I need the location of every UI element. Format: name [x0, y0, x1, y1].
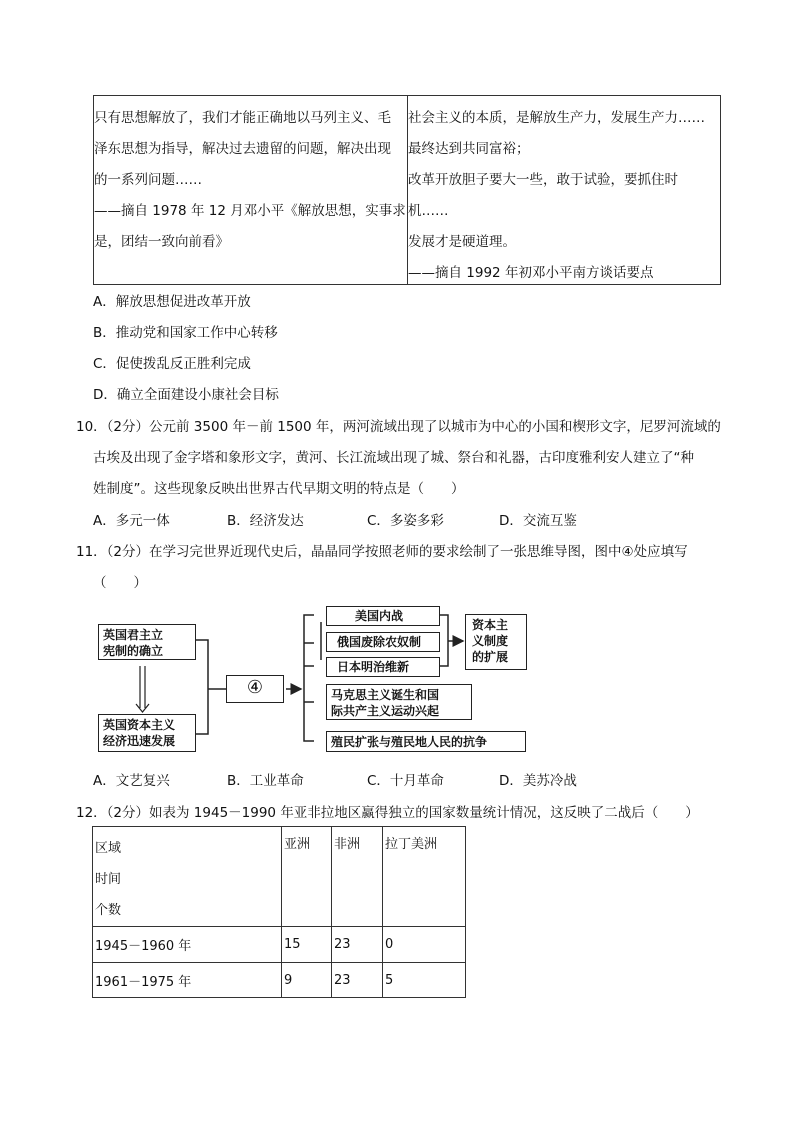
table-corner-cell [93, 827, 282, 927]
box-text: 英国资本主义 [103, 718, 176, 732]
quote-left-cell [94, 96, 407, 284]
quote-right-line: 最终达到共同富裕； [408, 141, 530, 157]
column-header: 拉丁美洲 [383, 827, 466, 927]
box-capitalism-expansion [465, 614, 527, 670]
q10-stem-line: 姓制度”。这些现象反映出世界古代早期文明的特点是（ ） [93, 481, 465, 497]
box-colonial-struggle [326, 731, 526, 752]
mind-map [96, 600, 536, 760]
q10-stem-line: 10．（2分）公元前 3500 年－前 1500 年，两河流域出现了以城市为中心的小国和楔形文字，尼罗河流域的 [76, 419, 721, 435]
table-header-row [93, 827, 466, 927]
q10-option-c[interactable]: C．多姿多彩 [367, 513, 444, 529]
box-text: 经济迅速发展 [103, 734, 176, 748]
q11-option-c[interactable]: C．十月革命 [367, 773, 444, 789]
center-label: ④ [246, 677, 264, 698]
independence-table [92, 826, 466, 998]
column-header: 亚洲 [282, 827, 332, 927]
corner-label: 个数 [95, 903, 122, 918]
box-text: 的扩展 [472, 650, 509, 664]
corner-label: 时间 [95, 872, 122, 887]
quote-left-line: 只有思想解放了，我们才能正确地以马列主义、毛 [94, 110, 391, 126]
value-cell: 23 [332, 927, 383, 963]
q11-stem-line: （ ） [93, 575, 147, 591]
value-cell: 15 [282, 927, 332, 963]
period-cell: 1961－1975 年 [93, 963, 282, 998]
box-text: 义制度 [472, 634, 509, 648]
q9-option-a[interactable]: A．解放思想促进改革开放 [93, 294, 251, 310]
box-text: 美国内战 [355, 609, 404, 623]
quote-right-line: ——摘自 1992 年初邓小平南方谈话要点 [408, 265, 654, 281]
q10-stem-line: 古埃及出现了金字塔和象形文字，黄河、长江流域出现了城、祭台和礼器，古印度雅利安人建立了“种 [93, 450, 694, 466]
box-text: 英国君主立 [103, 628, 164, 642]
value-cell: 9 [282, 963, 332, 998]
q9-option-c[interactable]: C．促使拨乱反正胜利完成 [93, 356, 251, 372]
q10-option-a[interactable]: A．多元一体 [93, 513, 170, 529]
q9-option-d[interactable]: D．确立全面建设小康社会目标 [93, 387, 279, 403]
q9-option-b[interactable]: B．推动党和国家工作中心转移 [93, 325, 278, 341]
box-text: 资本主 [472, 618, 509, 632]
quote-right-line: 发展才是硬道理。 [408, 234, 516, 250]
quote-right-cell [408, 96, 720, 284]
q10-option-d[interactable]: D．交流互鉴 [499, 513, 577, 529]
q11-option-a[interactable]: A．文艺复兴 [93, 773, 170, 789]
quote-left-line: 泽东思想为指导，解决过去遗留的问题，解决出现 [94, 141, 391, 157]
box-text: 马克思主义诞生和国 [331, 688, 440, 702]
box-text: 际共产主义运动兴起 [331, 704, 440, 718]
box-text: 日本明治维新 [337, 660, 410, 674]
q11-option-b[interactable]: B．工业革命 [227, 773, 304, 789]
box-text: 宪制的确立 [103, 644, 164, 658]
box-text: 俄国废除农奴制 [337, 635, 422, 649]
quote-left-line: ——摘自 1978 年 12 月邓小平《解放思想，实事求 [94, 203, 406, 219]
box-uk-constitutional-monarchy [98, 624, 196, 660]
box-us-civil-war [326, 606, 440, 626]
quote-right-line: 社会主义的本质，是解放生产力，发展生产力…… [408, 110, 705, 126]
box-text: 殖民扩张与殖民地人民的抗争 [331, 735, 488, 749]
q11-stem-line: 11．（2分）在学习完世界近现代史后，晶晶同学按照老师的要求绘制了一张思维导图，图中④处应填写 [76, 544, 688, 560]
q12-stem: 12．（2分）如表为 1945－1990 年亚非拉地区赢得独立的国家数量统计情况，这反映了二战后（ ） [76, 805, 699, 821]
box-uk-capitalist-economy [98, 714, 196, 752]
column-header: 非洲 [332, 827, 383, 927]
quote-table [93, 95, 721, 285]
table-row [93, 927, 466, 963]
q11-option-d[interactable]: D．美苏冷战 [499, 773, 577, 789]
table-row [93, 963, 466, 998]
quote-left-line: 是，团结一致向前看》 [94, 234, 229, 250]
box-meiji-restoration [326, 657, 440, 677]
box-russia-serfdom [326, 632, 440, 652]
value-cell: 0 [383, 927, 466, 963]
value-cell: 5 [383, 963, 466, 998]
q10-option-b[interactable]: B．经济发达 [227, 513, 304, 529]
box-center-blank [226, 675, 284, 703]
quote-right-line: 机…… [408, 203, 449, 219]
value-cell: 23 [332, 963, 383, 998]
box-marxism [326, 684, 472, 720]
period-cell: 1945－1960 年 [93, 927, 282, 963]
quote-left-line: 的一系列问题…… [94, 172, 202, 188]
quote-right-line: 改革开放胆子要大一些，敢于试验，要抓住时 [408, 172, 678, 188]
corner-label: 区域 [95, 841, 122, 856]
